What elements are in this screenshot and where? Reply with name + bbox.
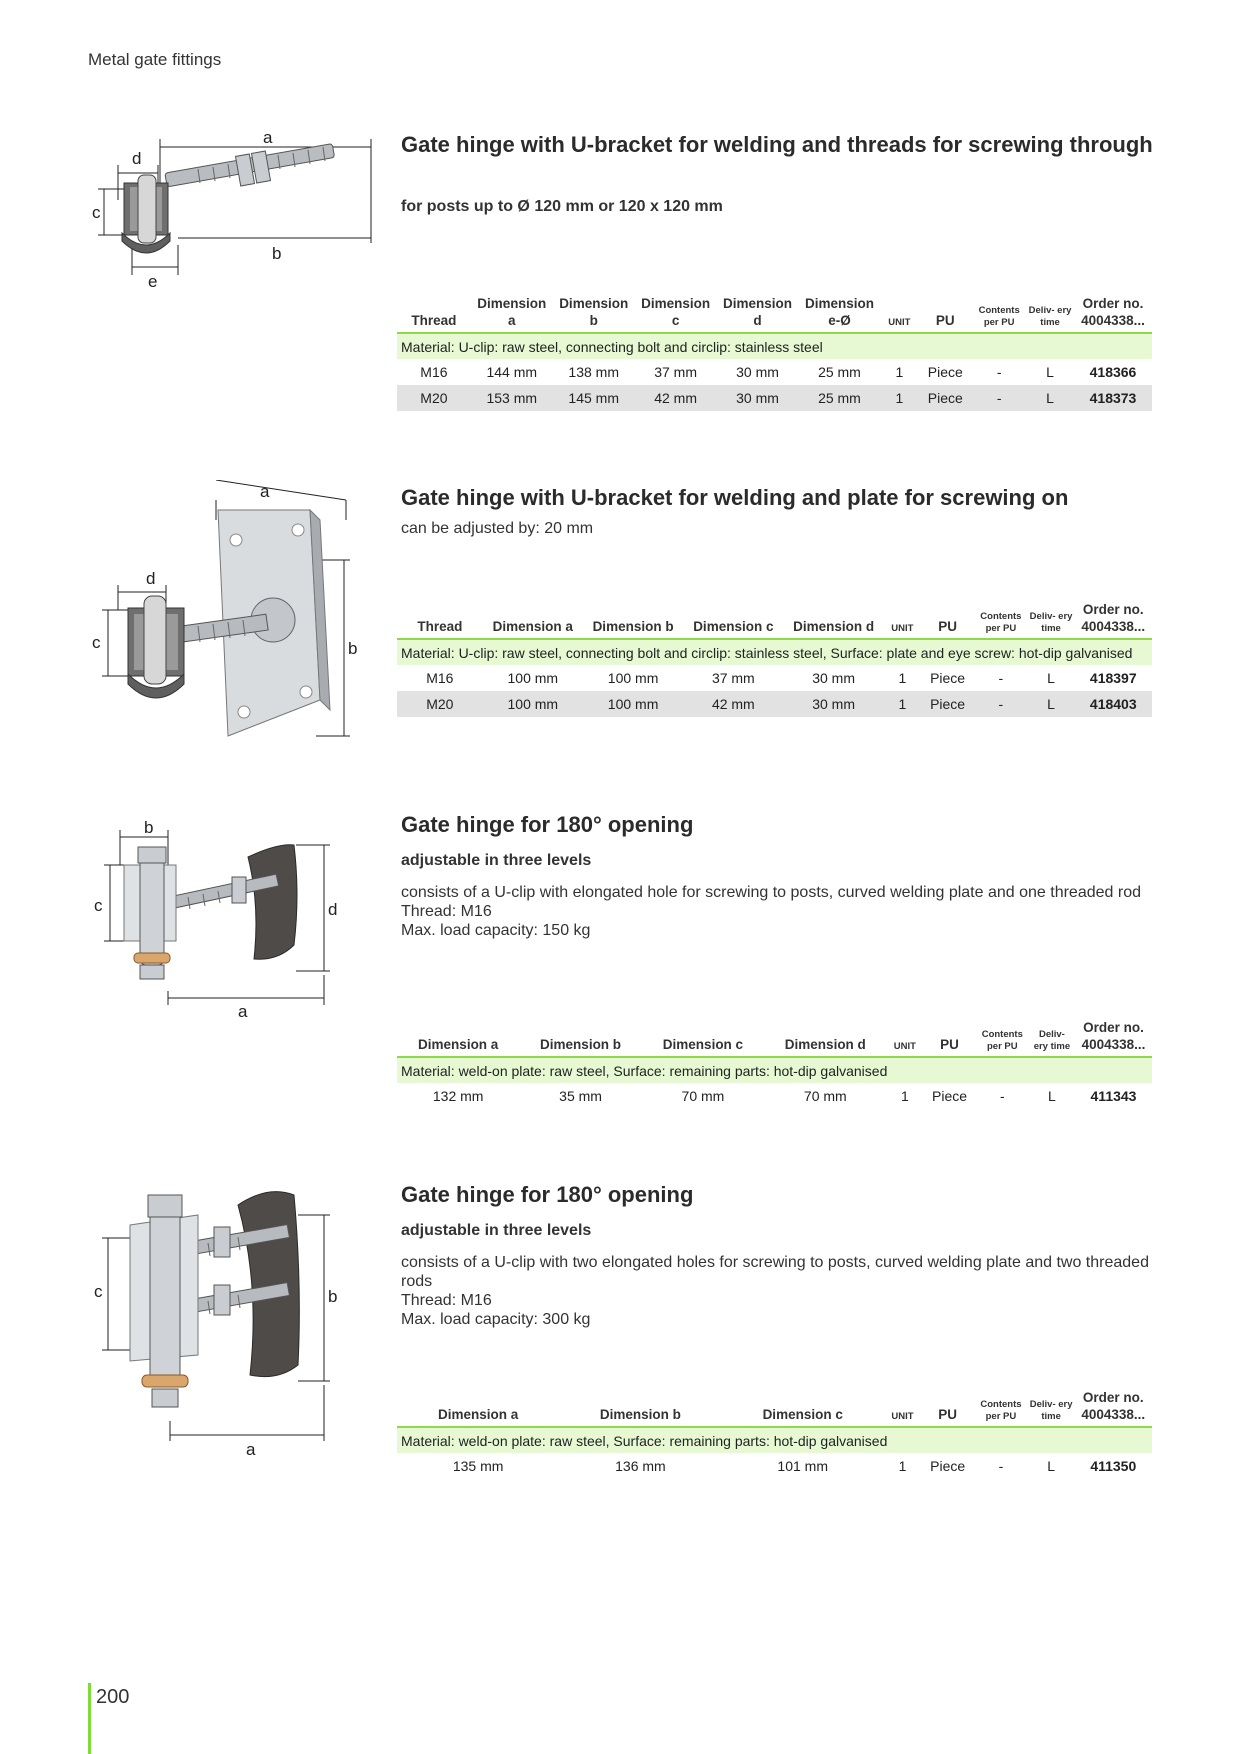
- material-text: Material: weld-on plate: raw steel, Surface: remaining parts: hot-dip galvanised: [397, 1057, 1152, 1083]
- spec-table-header: [397, 295, 1152, 333]
- col-header-pu: PU: [921, 601, 974, 639]
- cell: -: [996, 364, 1002, 380]
- dim-label-a: a: [246, 1440, 256, 1459]
- cell: 1: [884, 691, 921, 717]
- page-number-bar: [88, 1683, 91, 1754]
- col-header-unit: UNIT: [880, 295, 918, 333]
- cell: 25 mm: [818, 364, 861, 380]
- table-row: [397, 665, 1152, 691]
- cell: 136 mm: [615, 1458, 666, 1474]
- dim-label-c: c: [92, 633, 101, 652]
- cell: -: [998, 1458, 1004, 1474]
- cell: 100 mm: [607, 670, 659, 686]
- cell: 42 mm: [683, 691, 783, 717]
- order-number: 418397: [1089, 670, 1137, 686]
- cell: L: [1047, 670, 1055, 686]
- cell: -: [999, 1088, 1005, 1104]
- spec-table: [397, 1019, 1152, 1109]
- col-header-dimension-d: Dimension d: [764, 1019, 886, 1057]
- col-header-dimension-b: Dimension b: [583, 601, 683, 639]
- cell: 144 mm: [486, 364, 538, 380]
- material-row: [397, 333, 1152, 359]
- cell: 37 mm: [711, 670, 755, 686]
- material-row: [397, 639, 1152, 665]
- cell: 25 mm: [799, 385, 881, 411]
- col-header-pu: PU: [921, 1389, 974, 1427]
- cell: L: [1028, 691, 1075, 717]
- dim-label-e: e: [148, 272, 158, 291]
- cell: -: [974, 691, 1027, 717]
- dim-label-b: b: [348, 639, 358, 658]
- order-number: 411350: [1090, 1458, 1137, 1474]
- hinge-plate-illustration: [88, 480, 368, 740]
- table-row: [397, 1083, 1152, 1109]
- dim-label-d: d: [132, 149, 142, 168]
- spec-table: [397, 1389, 1152, 1479]
- cell: 1: [898, 670, 907, 686]
- cell: 153 mm: [471, 385, 553, 411]
- dim-label-a: a: [263, 128, 273, 147]
- col-header-dimension-d: Dimension d: [783, 601, 883, 639]
- cell: -: [998, 670, 1004, 686]
- col-header-dimension-b: Dimension b: [519, 1019, 641, 1057]
- description-line: Max. load capacity: 150 kg: [401, 922, 591, 939]
- col-header-contents: Contents per PU: [972, 295, 1026, 333]
- col-header-unit: UNIT: [884, 601, 921, 639]
- cell: L: [1046, 364, 1054, 380]
- col-header-delivery: Deliv- ery time: [1029, 1019, 1075, 1057]
- cell: Piece: [930, 670, 966, 686]
- cell: 138 mm: [568, 364, 619, 380]
- cell: 100 mm: [483, 691, 583, 717]
- cell: 35 mm: [559, 1088, 602, 1104]
- material-row: [397, 1057, 1152, 1083]
- product-description: [401, 1253, 1161, 1329]
- material-text: Material: U-clip: raw steel, connecting bolt and circlip: stainless steel: [397, 333, 1152, 359]
- product-subtitle: for posts up to Ø 120 mm or 120 x 120 mm: [401, 198, 723, 215]
- running-head: Metal gate fittings: [88, 50, 222, 69]
- order-number: 418403: [1075, 691, 1152, 717]
- dim-label-d: d: [328, 900, 338, 919]
- cell: Piece: [932, 1088, 968, 1104]
- dim-label-c: c: [92, 203, 101, 222]
- cell: 1: [898, 1458, 907, 1474]
- col-header-dimension-c: Dimension c: [635, 295, 717, 333]
- description-line: Thread: M16: [401, 1292, 492, 1309]
- col-header-dimension-e: Dimension e-Ø: [799, 295, 881, 333]
- cell: Piece: [927, 364, 963, 380]
- cell: 70 mm: [681, 1088, 725, 1104]
- cell: 1: [895, 364, 904, 380]
- cell: Piece: [921, 691, 974, 717]
- product-subtitle: adjustable in three levels: [401, 852, 592, 869]
- cell: 1: [900, 1088, 909, 1104]
- spec-table-header: [397, 1019, 1152, 1057]
- cell: 1: [880, 385, 918, 411]
- cell: 30 mm: [717, 385, 799, 411]
- spec-table: [397, 601, 1152, 717]
- cell: 37 mm: [654, 364, 698, 380]
- table-row: [397, 385, 1152, 411]
- table-row: [397, 691, 1152, 717]
- hinge-180-single-illustration: [88, 815, 378, 1025]
- spec-table: [397, 295, 1152, 411]
- hinge-180-double-illustration: [88, 1185, 378, 1460]
- col-header-contents: Contents per PU: [976, 1019, 1029, 1057]
- product-image-hinge-plate: [88, 480, 368, 740]
- page-number: 200: [96, 1686, 130, 1708]
- cell: 70 mm: [803, 1088, 847, 1104]
- dim-label-b: b: [272, 244, 282, 263]
- dim-label-b: b: [328, 1287, 338, 1306]
- col-header-pu: PU: [918, 295, 972, 333]
- cell: M20: [397, 691, 483, 717]
- col-header-dimension-b: Dimension b: [553, 295, 635, 333]
- cell: M16: [420, 364, 448, 380]
- description-line: Max. load capacity: 300 kg: [401, 1311, 591, 1328]
- order-number: 411343: [1090, 1088, 1137, 1104]
- cell: -: [972, 385, 1026, 411]
- cell: L: [1048, 1088, 1056, 1104]
- col-header-contents: Contents per PU: [974, 601, 1027, 639]
- product-title: Gate hinge with U-bracket for welding and plate for screwing on: [401, 485, 1069, 510]
- cell: 101 mm: [777, 1458, 828, 1474]
- cell: 132 mm: [432, 1088, 484, 1104]
- product-description: [401, 883, 1161, 940]
- product-title: Gate hinge for 180° opening: [401, 1182, 694, 1207]
- description-line: consists of a U-clip with two elongated holes for screwing to posts, curved welding plate and two threaded rods: [401, 1254, 1149, 1290]
- col-header-delivery: Deliv- ery time: [1028, 1389, 1075, 1427]
- cell: L: [1026, 385, 1074, 411]
- product-subtitle: adjustable in three levels: [401, 1222, 592, 1239]
- col-header-order: Order no. 4004338...: [1075, 1389, 1152, 1427]
- product-image-hinge-180-single: [88, 815, 378, 1025]
- cell: 42 mm: [635, 385, 717, 411]
- cell: M20: [397, 385, 471, 411]
- col-header-delivery: Deliv- ery time: [1026, 295, 1074, 333]
- cell: M16: [426, 670, 454, 686]
- description-line: Thread: M16: [401, 903, 492, 920]
- cell: 100 mm: [507, 670, 559, 686]
- product-title: Gate hinge with U-bracket for welding and threads for screwing through: [401, 132, 1153, 157]
- col-header-dimension-c: Dimension c: [722, 1389, 884, 1427]
- dim-label-c: c: [94, 896, 103, 915]
- col-header-order: Order no. 4004338...: [1074, 295, 1152, 333]
- col-header-dimension-a: Dimension a: [397, 1389, 559, 1427]
- cell: 100 mm: [583, 691, 683, 717]
- dim-label-a: a: [238, 1002, 248, 1021]
- col-header-dimension-d: Dimension d: [717, 295, 799, 333]
- material-text: Material: U-clip: raw steel, connecting bolt and circlip: stainless steel, Surface: plate and eye screw: hot-dip galvanised: [397, 639, 1152, 665]
- col-header-dimension-a: Dimension a: [483, 601, 583, 639]
- col-header-order: Order no. 4004338...: [1075, 1019, 1152, 1057]
- cell: 30 mm: [783, 691, 883, 717]
- table-row: [397, 359, 1152, 385]
- order-number: 418373: [1074, 385, 1152, 411]
- col-header-delivery: Deliv- ery time: [1028, 601, 1075, 639]
- dim-label-b: b: [144, 818, 154, 837]
- col-header-thread: Thread: [397, 601, 483, 639]
- product-title: Gate hinge for 180° opening: [401, 812, 694, 837]
- cell: L: [1047, 1458, 1056, 1474]
- material-row: [397, 1427, 1152, 1453]
- product-image-hinge-180-double: [88, 1185, 378, 1460]
- cell: 135 mm: [452, 1458, 504, 1474]
- product-image-hinge-threaded: [88, 125, 388, 295]
- cell: 30 mm: [812, 670, 855, 686]
- col-header-thread: Thread: [397, 295, 471, 333]
- col-header-dimension-c: Dimension c: [642, 1019, 764, 1057]
- dim-label-a: a: [260, 482, 270, 501]
- table-row: [397, 1453, 1152, 1479]
- col-header-dimension-b: Dimension b: [559, 1389, 721, 1427]
- spec-table-header: [397, 601, 1152, 639]
- col-header-unit: UNIT: [884, 1389, 921, 1427]
- cell: Piece: [918, 385, 972, 411]
- col-header-dimension-a: Dimension a: [471, 295, 553, 333]
- order-number: 418366: [1089, 364, 1137, 380]
- description-line: consists of a U-clip with elongated hole for screwing to posts, curved welding plate and one threaded rod: [401, 884, 1141, 901]
- col-header-unit: UNIT: [887, 1019, 924, 1057]
- dim-label-c: c: [94, 1282, 103, 1301]
- material-text: Material: weld-on plate: raw steel, Surface: remaining parts: hot-dip galvanised: [397, 1427, 1152, 1453]
- col-header-dimension-c: Dimension c: [683, 601, 783, 639]
- cell: 145 mm: [553, 385, 635, 411]
- col-header-dimension-a: Dimension a: [397, 1019, 519, 1057]
- col-header-contents: Contents per PU: [974, 1389, 1027, 1427]
- cell: Piece: [930, 1458, 966, 1474]
- hinge-threaded-illustration: [88, 125, 388, 295]
- col-header-pu: PU: [923, 1019, 975, 1057]
- col-header-order: Order no. 4004338...: [1075, 601, 1152, 639]
- product-subtitle: can be adjusted by: 20 mm: [401, 520, 594, 537]
- dim-label-d: d: [146, 569, 156, 588]
- spec-table-header: [397, 1389, 1152, 1427]
- cell: 30 mm: [736, 364, 779, 380]
